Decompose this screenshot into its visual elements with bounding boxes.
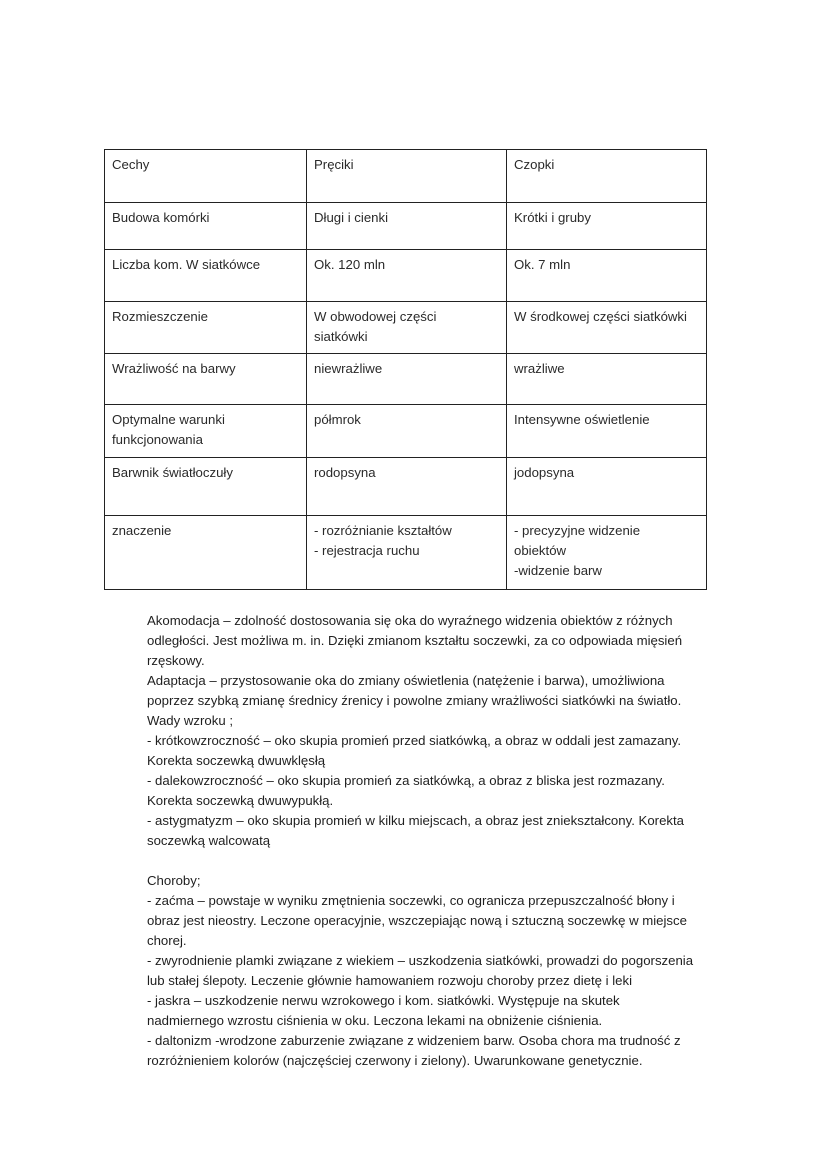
table-cell [507, 354, 707, 405]
text-line: - daltonizm -wrodzone zaburzenie związane z widzeniem barw. Osoba chora ma trudność z [147, 1033, 681, 1048]
text-line: - jaskra – uszkodzenie nerwu wzrokowego i kom. siatkówki. Występuje na skutek [147, 993, 620, 1008]
text-line: - dalekowzroczność – oko skupia promień za siatkówką, a obraz z bliska jest rozmazany. [147, 773, 665, 788]
text-line: chorej. [147, 933, 187, 948]
cell-text: Barwnik światłoczuły [112, 465, 233, 480]
text-line: rozróżnieniem kolorów (najczęściej czerwony i zielony). Uwarunkowane genetycznie. [147, 1053, 643, 1068]
table-cell [105, 150, 307, 203]
cell-text: Budowa komórki [112, 210, 210, 225]
cell-text: Pręciki [314, 157, 354, 172]
cell-text: - rozróżnianie kształtów [314, 523, 452, 538]
cell-text: funkcjonowania [112, 432, 203, 447]
cell-text: Długi i cienki [314, 210, 389, 225]
cell-text: Intensywne oświetlenie [514, 412, 650, 427]
cell-text: - precyzyjne widzenie [514, 523, 641, 538]
cell-text: Liczba kom. W siatkówce [112, 257, 261, 272]
table-row [105, 516, 707, 590]
cell-text: jodopsyna [514, 465, 575, 480]
cell-text: Wrażliwość na barwy [112, 361, 236, 376]
notes-text [147, 611, 737, 1071]
cell-text: W środkowej części siatkówki [514, 309, 687, 324]
table-row [105, 302, 707, 354]
cell-text: Czopki [514, 157, 555, 172]
text-line: - astygmatyzm – oko skupia promień w kilku miejscach, a obraz jest zniekształcony. Korekta [147, 813, 684, 828]
table-cell [307, 150, 507, 203]
table-cell [507, 302, 707, 354]
cell-text: -widzenie barw [514, 563, 602, 578]
cell-text: W obwodowej części [314, 309, 437, 324]
cell-text: Cechy [112, 157, 150, 172]
text-line: - zwyrodnienie plamki związane z wiekiem – uszkodzenia siatkówki, prowadzi do pogorszenia [147, 953, 694, 968]
cell-text: Ok. 120 mln [314, 257, 386, 272]
table-cell [507, 405, 707, 458]
text-line: Korekta soczewką dwuwklęsłą [147, 753, 326, 768]
cell-text: półmrok [314, 412, 361, 427]
table-cell [307, 516, 507, 590]
table-cell [507, 458, 707, 516]
text-line: nadmiernego wzrostu ciśnienia w oku. Leczona lekami na obniżenie ciśnienia. [147, 1013, 603, 1028]
table-cell [105, 250, 307, 302]
cell-text: siatkówki [314, 329, 368, 344]
table-row [105, 250, 707, 302]
cell-text: - rejestracja ruchu [314, 543, 420, 558]
table-cell [105, 354, 307, 405]
table-cell [507, 203, 707, 250]
table-row [105, 458, 707, 516]
cell-text: wrażliwe [514, 361, 565, 376]
table-header-row [105, 150, 707, 203]
table-cell [307, 405, 507, 458]
cell-text: Ok. 7 mln [514, 257, 571, 272]
table-cell [507, 516, 707, 590]
cell-text: rodopsyna [314, 465, 376, 480]
table-cell [307, 250, 507, 302]
table-cell [105, 302, 307, 354]
cell-text: Rozmieszczenie [112, 309, 209, 324]
table-cell [507, 150, 707, 203]
table-cell [307, 302, 507, 354]
table-cell [105, 516, 307, 590]
text-line: Choroby; [147, 873, 201, 888]
text-line: Akomodacja – zdolność dostosowania się oka do wyraźnego widzenia obiektów z różnych [147, 613, 673, 628]
text-line: Korekta soczewką dwuwypukłą. [147, 793, 334, 808]
cell-text: Optymalne warunki [112, 412, 225, 427]
paragraph-gap [147, 851, 737, 871]
table-cell [307, 203, 507, 250]
table-cell [507, 250, 707, 302]
text-line: poprzez szybką zmianę średnicy źrenicy i powolne zmiany wrażliwości siatkówki na światło. [147, 693, 682, 708]
table-cell [105, 405, 307, 458]
text-line: lub stałej ślepoty. Leczenie głównie hamowaniem rozwoju choroby przez dietę i leki [147, 973, 633, 988]
cell-text: obiektów [514, 543, 567, 558]
comparison-table [104, 149, 707, 590]
table-cell [307, 458, 507, 516]
text-line: odległości. Jest możliwa m. in. Dzięki zmianom kształtu soczewki, za co odpowiada mięsień [147, 633, 683, 648]
cell-text: znaczenie [112, 523, 172, 538]
table-row [105, 354, 707, 405]
table-cell [307, 354, 507, 405]
table-body [105, 150, 707, 590]
table-cell [105, 458, 307, 516]
table-row [105, 203, 707, 250]
text-line: - krótkowzroczność – oko skupia promień przed siatkówką, a obraz w oddali jest zamazany. [147, 733, 682, 748]
table-cell [105, 203, 307, 250]
cell-text: Krótki i gruby [514, 210, 591, 225]
text-line: - zaćma – powstaje w wyniku zmętnienia soczewki, co ogranicza przepuszczalność błony i [147, 893, 675, 908]
table-row [105, 405, 707, 458]
text-line: Wady wzroku ; [147, 713, 233, 728]
text-line: Adaptacja – przystosowanie oka do zmiany oświetlenia (natężenie i barwa), umożliwiona [147, 673, 665, 688]
text-line: obraz jest nieostry. Leczone operacyjnie, wszczepiając nową i sztuczną soczewkę w miejsce [147, 913, 687, 928]
text-line: soczewką walcowatą [147, 833, 271, 848]
text-line: rzęskowy. [147, 653, 205, 668]
cell-text: niewrażliwe [314, 361, 383, 376]
